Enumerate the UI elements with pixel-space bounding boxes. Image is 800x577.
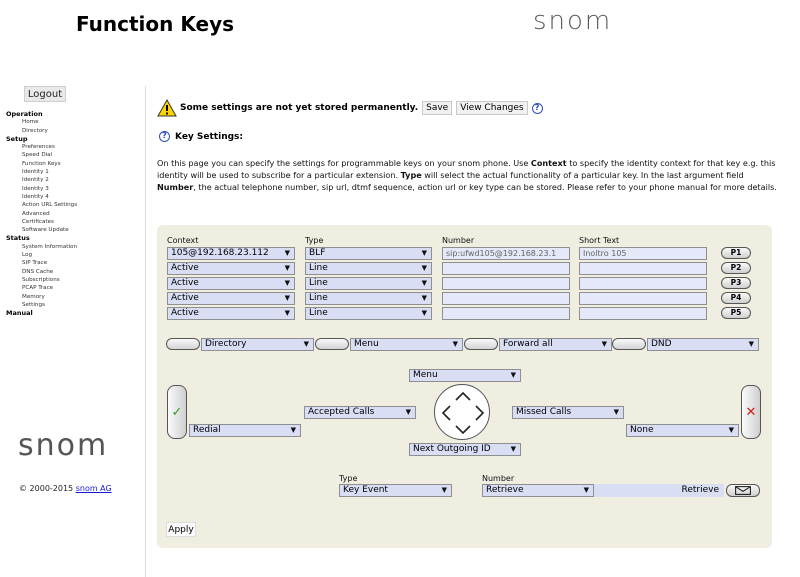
context-select-p1[interactable]: 105@192.168.23.112 ▼ — [167, 247, 295, 260]
nav-item-preferences[interactable]: Preferences — [22, 144, 55, 151]
nav-item-settings[interactable]: Settings — [22, 301, 45, 308]
message-button[interactable] — [726, 484, 760, 497]
nav-section-operation: Operation — [6, 110, 43, 118]
softkey-button-4[interactable] — [612, 338, 646, 350]
nav-item-certificates[interactable]: Certificates — [22, 218, 54, 225]
short-text-input-p5[interactable] — [579, 307, 707, 320]
nav-item-directory[interactable]: Directory — [22, 127, 48, 134]
nav-item-identity-2[interactable]: Identity 2 — [22, 177, 49, 184]
key-button-p3[interactable]: P3 — [721, 277, 751, 289]
nav-item-log[interactable]: Log — [22, 252, 32, 259]
type-select-p4[interactable]: Line ▼ — [305, 292, 432, 305]
type-select-p2[interactable]: Line ▼ — [305, 262, 432, 275]
message-key-type-select[interactable]: Key Event ▼ — [339, 484, 452, 497]
copyright-text: © 2000-2015 — [19, 484, 76, 493]
nav-item-sip-trace[interactable]: SIP Trace — [22, 260, 48, 267]
nav-item-subscriptions[interactable]: Subscriptions — [22, 276, 60, 283]
snom-ag-link[interactable]: snom AG — [75, 484, 112, 493]
navpad-right-select[interactable]: Missed Calls ▼ — [512, 406, 624, 419]
nav-item-identity-4[interactable]: Identity 4 — [22, 193, 49, 200]
red-hangup-button[interactable] — [741, 385, 761, 439]
context-select-p5[interactable]: Active ▼ — [167, 307, 295, 320]
context-select-p2[interactable]: Active ▼ — [167, 262, 295, 275]
nav-item-advanced[interactable]: Advanced — [22, 210, 50, 217]
snom-logo-sidebar: snom — [18, 428, 109, 463]
close-icon: ✕ — [745, 404, 757, 420]
sidebar-divider — [145, 86, 146, 577]
nav-item-software-update[interactable]: Software Update — [22, 227, 69, 234]
notice-text: Some settings are not yet stored permanently. — [180, 103, 419, 113]
sidebar — [0, 86, 145, 577]
key-button-p4[interactable]: P4 — [721, 292, 751, 304]
short-text-input-p3[interactable] — [579, 277, 707, 290]
key-settings-title: Key Settings: — [175, 131, 244, 142]
retrieve-label: Retrieve — [594, 484, 724, 497]
nav-item-memory[interactable]: Memory — [22, 293, 45, 300]
envelope-icon — [735, 486, 751, 495]
nav-item-home[interactable]: Home — [22, 119, 39, 126]
softkey-select-1[interactable]: Directory ▼ — [201, 338, 314, 351]
green-key-select[interactable]: Redial ▼ — [189, 424, 301, 437]
page-title: Function Keys — [76, 12, 235, 36]
unsaved-notice — [157, 97, 543, 119]
number-input-p5[interactable] — [442, 307, 570, 320]
number-input-p2[interactable] — [442, 262, 570, 275]
softkey-button-1[interactable] — [166, 338, 200, 350]
help-icon[interactable]: ? — [532, 103, 543, 114]
copyright — [19, 484, 112, 493]
nav-item-identity-1[interactable]: Identity 1 — [22, 169, 49, 176]
message-key-number-select[interactable]: Retrieve ▼ — [482, 484, 594, 497]
save-button[interactable]: Save — [422, 101, 452, 115]
column-header-number: Number — [442, 236, 475, 245]
apply-button[interactable]: Apply — [166, 522, 196, 537]
desc-text: will select the actual functionality of a particular key. In the last argument field — [421, 170, 744, 181]
red-key-select[interactable]: None ▼ — [626, 424, 739, 437]
nav-item-action-url-settings[interactable]: Action URL Settings — [22, 202, 78, 209]
nav-item-pcap-trace[interactable]: PCAP Trace — [22, 285, 54, 292]
softkey-select-2[interactable]: Menu ▼ — [350, 338, 463, 351]
softkey-button-2[interactable] — [315, 338, 349, 350]
desc-bold: Context — [530, 158, 567, 168]
softkey-select-4[interactable]: DND ▼ — [647, 338, 759, 351]
navpad-up-select[interactable]: Menu ▼ — [409, 369, 521, 382]
desc-text: to specify the identity context for that key e.g. this identity will be used to subscribe for a particular extension. — [157, 158, 776, 181]
number-input-p1[interactable]: sip:ufwd105@192.168.23.1 — [442, 247, 570, 260]
nav-item-dns-cache[interactable]: DNS Cache — [22, 268, 54, 275]
softkey-button-3[interactable] — [464, 338, 498, 350]
desc-bold: Number — [157, 182, 194, 193]
sidebar-nav — [6, 110, 141, 317]
number-label: Number — [482, 474, 515, 483]
navpad-arrows-icon — [435, 385, 491, 441]
nav-section-manual[interactable]: Manual — [6, 309, 33, 318]
view-changes-button[interactable]: View Changes — [456, 101, 527, 115]
desc-text: , the actual telephone number, sip url, dtmf sequence, action url or key type can be stored. Please refer to your phone manual for more details. — [193, 182, 777, 193]
type-label: Type — [339, 474, 358, 483]
type-select-p5[interactable]: Line ▼ — [305, 307, 432, 320]
short-text-input-p4[interactable] — [579, 292, 707, 305]
key-button-p5[interactable]: P5 — [721, 307, 751, 319]
nav-item-identity-3[interactable]: Identity 3 — [22, 185, 49, 192]
green-call-button[interactable] — [167, 385, 187, 439]
type-select-p1[interactable]: BLF ▼ — [305, 247, 432, 260]
navigation-pad[interactable] — [434, 384, 490, 440]
key-settings-heading — [159, 131, 243, 142]
nav-section-setup: Setup — [6, 134, 28, 143]
nav-item-function-keys[interactable]: Function Keys — [22, 160, 61, 167]
type-select-p3[interactable]: Line ▼ — [305, 277, 432, 290]
short-text-input-p1[interactable]: Inoltro 105 — [579, 247, 707, 260]
context-select-p4[interactable]: Active ▼ — [167, 292, 295, 305]
column-header-type: Type — [305, 236, 324, 245]
navpad-down-select[interactable]: Next Outgoing ID ▼ — [409, 443, 521, 456]
check-icon: ✓ — [171, 404, 183, 420]
key-button-p1[interactable]: P1 — [721, 247, 751, 259]
logout-button[interactable]: Logout — [24, 86, 66, 102]
desc-text: On this page you can specify the settings for programmable keys on your snom phone. Use — [157, 158, 531, 168]
context-select-p3[interactable]: Active ▼ — [167, 277, 295, 290]
help-icon[interactable]: ? — [159, 131, 170, 142]
nav-item-speed-dial[interactable]: Speed Dial — [22, 152, 53, 159]
warning-icon — [157, 99, 177, 117]
short-text-input-p2[interactable] — [579, 262, 707, 275]
key-button-p2[interactable]: P2 — [721, 262, 751, 274]
nav-section-status: Status — [6, 234, 30, 243]
column-header-short-text: Short Text — [579, 236, 620, 245]
navpad-left-select[interactable]: Accepted Calls ▼ — [304, 406, 416, 419]
nav-item-system-information[interactable]: System Information — [22, 243, 78, 250]
softkey-select-3[interactable]: Forward all ▼ — [499, 338, 612, 351]
column-header-context: Context — [167, 236, 199, 245]
key-settings-description — [157, 157, 777, 194]
desc-bold: Type — [400, 170, 422, 181]
number-input-p4[interactable] — [442, 292, 570, 305]
snom-logo: snom — [533, 6, 613, 36]
number-input-p3[interactable] — [442, 277, 570, 290]
